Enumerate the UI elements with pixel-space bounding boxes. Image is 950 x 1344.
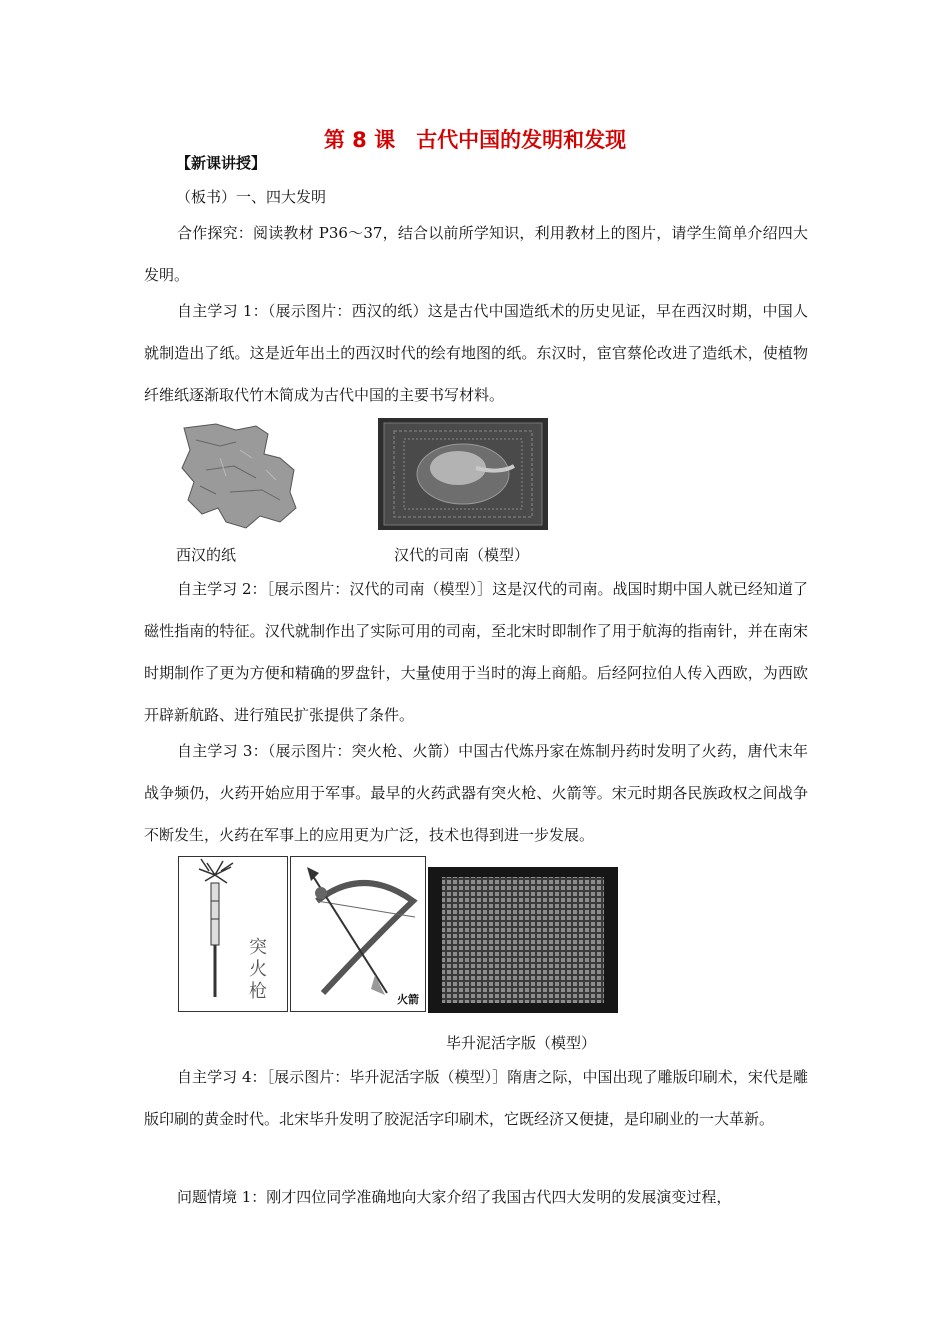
caption-type-plate: 毕升泥活字版（模型） [446,1034,597,1052]
paragraph-question-1: 问题情境 1：刚才四位同学准确地向大家介绍了我国古代四大发明的发展演变过程， [177,1188,732,1206]
paragraph-study-1: 自主学习 1：（展示图片：西汉的纸）这是古代中国造纸术的历史见证，早在西汉时期，中国人就制造出了纸。这是近年出土的西汉时代的绘有地图的纸。东汉时，宦官蔡伦改进了造纸术，使植物纤维纸逐渐取代竹木简成为古代中国的主要书写材料。 [144,302,808,404]
paragraph-cooperative: 合作探究：阅读教材 P36～37，结合以前所学知识，利用教材上的图片，请学生简单介绍四大发明。 [144,224,808,284]
fire-lance-image [178,856,288,1012]
paragraph-study-3: 自主学习 3：（展示图片：突火枪、火箭）中国古代炼丹家在炼制丹药时发明了火药，唐代末年战争频仍，火药开始应用于军事。最早的火药武器有突火枪、火箭等。宋元时期各民族政权之间战争不断发生，火药在军事上的应用更为广泛，技术也得到进一步发展。 [144,742,808,844]
movable-type-plate-image [428,867,618,1013]
paragraph-study-2: 自主学习 2：［展示图片：汉代的司南（模型）］这是汉代的司南。战国时期中国人就已经知道了磁性指南的特征。汉代就制作出了实际可用的司南，至北宋时即制作了用于航海的指南针，并在南宋时期制作了更为方便和精确的罗盘针，大量使用于当时的海上商船。后经阿拉伯人传入西欧，为西欧开辟新航路、进行殖民扩张提供了条件。 [144,580,808,724]
fire-lance-label: 突火枪 [249,937,267,1002]
fire-arrow-image [290,856,426,1012]
section-heading: 【新课讲授】 [176,154,267,172]
page-title: 第 8 课 古代中国的发明和发现 [323,128,627,152]
han-compass-image [378,418,548,530]
fire-arrow-label: 火箭 [397,993,419,1006]
western-han-paper-image [176,420,304,532]
paragraph-study-4: 自主学习 4：［展示图片：毕升泥活字版（模型）］隋唐之际，中国出现了雕版印刷术，宋代是雕版印刷的黄金时代。北宋毕升发明了胶泥活字印刷术，它既经济又便捷，是印刷业的一大革新。 [144,1068,808,1128]
caption-compass: 汉代的司南（模型） [394,546,530,564]
board-line: （板书）一、四大发明 [176,188,327,206]
caption-paper: 西汉的纸 [176,546,237,564]
